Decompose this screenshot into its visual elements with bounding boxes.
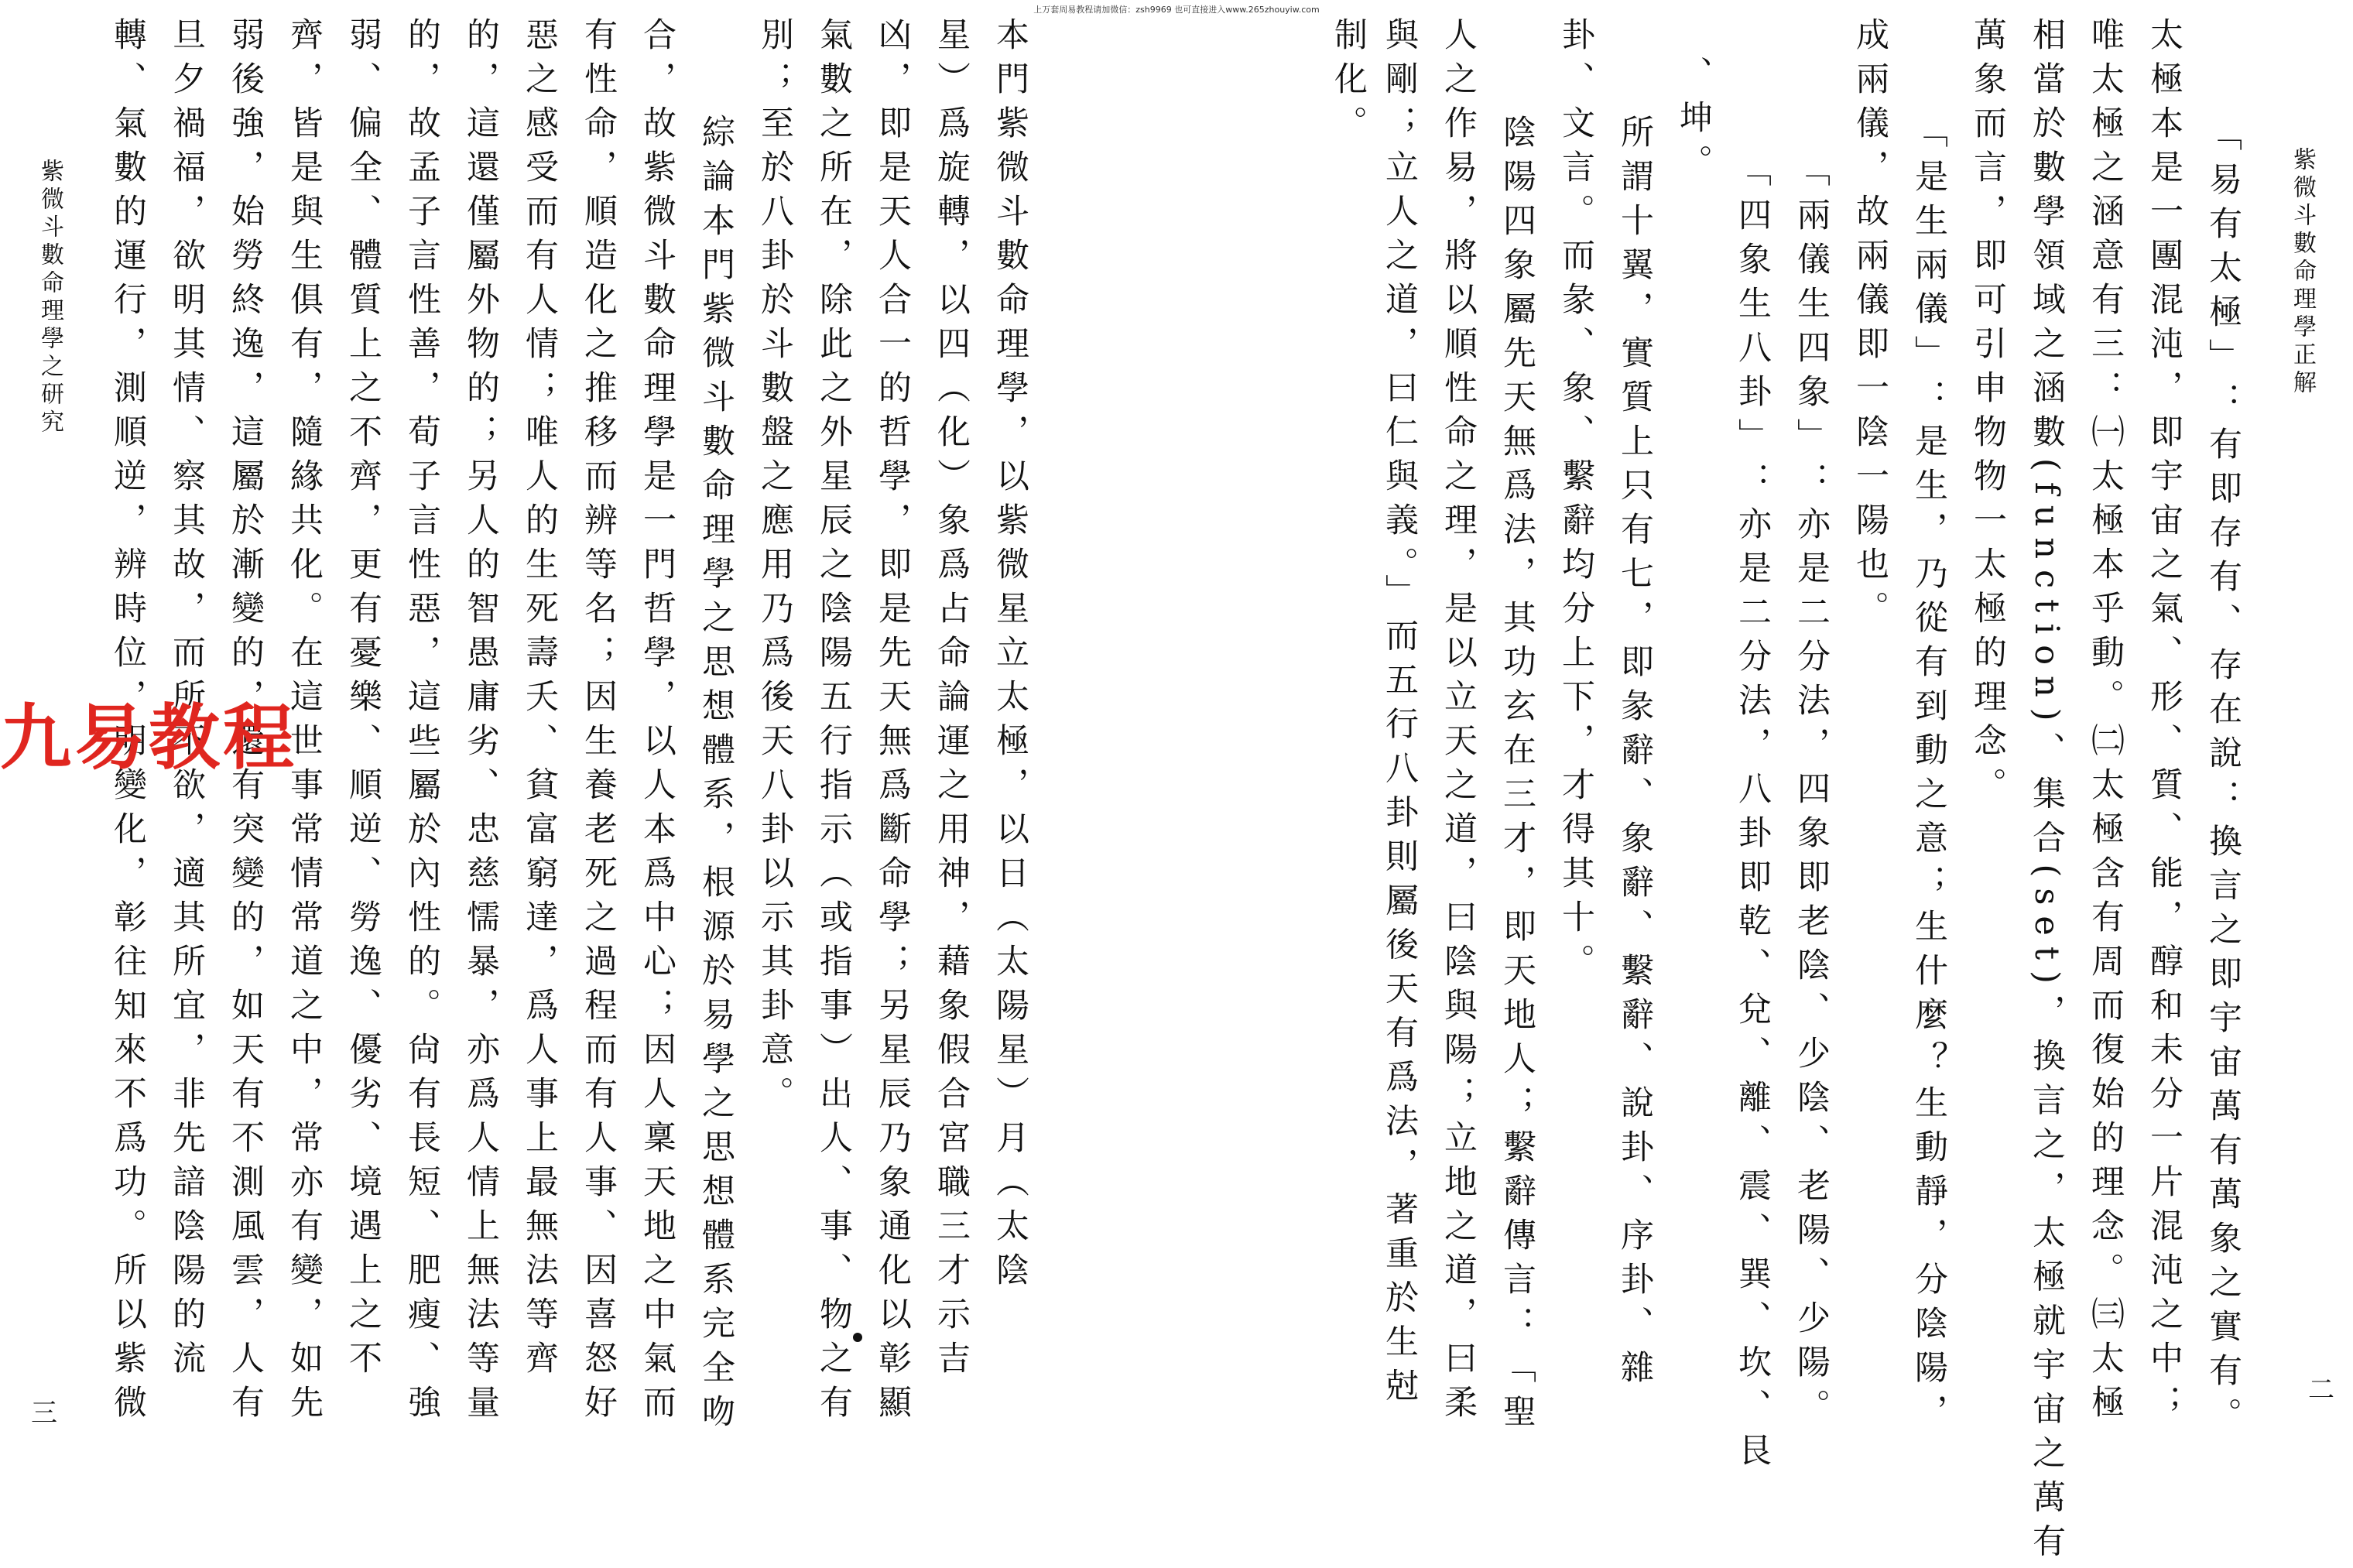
left-column-2: 星）爲旋轉，以四（化）象爲占命論運之用神，藉象假合宮職三才示吉 — [932, 17, 971, 1385]
ink-dot — [853, 1333, 862, 1342]
right-column-13: 陰陽四象屬先天無爲法，其功玄在三才，即天地人；繫辭傳言：「聖 — [1498, 115, 1536, 1438]
left-column-1: 本門紫微斗數命理學，以紫微星立太極，以日（太陽星）月（太陰 — [991, 17, 1029, 1296]
left-column-16: 轉、氣數的運行，測順逆，辨時位，明變化，彰往知來不爲功。所以紫微 — [108, 17, 147, 1429]
left-column-10: 的，這還僅屬外物的；另人的智愚庸劣、忠慈懦暴，亦爲人情上無法等量 — [461, 17, 500, 1429]
left-column-3: 凶，即是天人合一的哲學，即是先天無爲斷命學；另星辰乃象通化以彰顯 — [873, 17, 912, 1429]
left-running-title: 紫微斗數命理學之研究 — [36, 159, 63, 437]
left-column-14: 弱後強，始勞終逸，這屬於漸變的，還有突變的，如天有不測風雲，人有 — [226, 17, 265, 1429]
right-column-6: 「是生兩儀」：是生，乃從有到動之意；生什麼？生動靜，分陰陽， — [1909, 115, 1948, 1438]
right-running-title: 紫微斗數命理學正解 — [2289, 147, 2316, 398]
left-column-4: 氣數之所在，除此之外星辰之陰陽五行指示（或指事）出人、事、物之有 — [814, 17, 853, 1429]
left-column-6: 綜論本門紫微斗數命理學之思想體系，根源於易學之思想體系完全吻 — [697, 115, 735, 1438]
left-column-5: 別；至於八卦於斗數盤之應用乃爲後天八卦以示其卦意。 — [755, 17, 794, 1120]
left-column-13: 齊，皆是與生俱有，隨緣共化。在這世事常情常道之中，常亦有變，如先 — [285, 17, 324, 1429]
right-column-10: 、坤。 — [1674, 56, 1713, 188]
right-column-5: 萬象而言，即可引申物物一太極的理念。 — [1968, 17, 2007, 811]
left-column-8: 有性命，順造化之推移而辨等名；因生養老死之過程而有人事、因喜怒好 — [579, 17, 618, 1429]
right-column-11: 所謂十翼，實質上只有七，即彖辭、象辭、繫辭、說卦、序卦、雜 — [1615, 115, 1654, 1394]
right-column-9: 「四象生八卦」：亦是二分法，八卦即乾、兌、離、震、巽、坎、艮 — [1733, 153, 1772, 1477]
right-page-number: 二 — [2308, 1375, 2334, 1405]
left-column-15: 旦夕禍福，欲明其情、察其故，而所不欲，適其所宜，非先諳陰陽的流 — [167, 17, 206, 1385]
right-column-3: 唯太極之涵意有三：㈠太極本乎動。㈡太極含有周而復始的理念。㈢太極 — [2086, 17, 2125, 1429]
right-column-1: 「易有太極」：有即存有、存在說：換言之即宇宙萬有萬象之實有。 — [2204, 118, 2242, 1441]
watermark-logo: 九易教程 — [0, 697, 298, 779]
top-banner: 上万套周易教程请加微信：zsh9969 也可直接进入www.265zhouyiw.com — [1033, 5, 1320, 15]
left-column-7: 合，故紫微斗數命理學是一門哲學，以人本爲中心；因人稟天地之中氣而 — [638, 17, 676, 1429]
left-column-9: 惡之感受而有人情；唯人的生死壽夭、貧富窮達，爲人事上最無法等齊 — [520, 17, 559, 1385]
left-page-number: 三 — [31, 1398, 57, 1429]
right-column-8: 「兩儀生四象」：亦是二分法，四象即老陰、少陰、老陽、少陽。 — [1792, 153, 1831, 1433]
right-page — [1329, 0, 2353, 1568]
right-column-4: 相當於數學領域之涵數(function)、集合(set)，換言之，太極就宇宙之萬有 — [2027, 17, 2066, 1568]
right-column-16: 制化。 — [1329, 17, 1368, 149]
right-column-15: 與剛；立人之道，曰仁與義。」而五行八卦則屬後天有爲法，著重於生尅 — [1380, 17, 1419, 1412]
right-column-12: 卦、文言。而彖、象、繫辭均分上下，才得其十。 — [1557, 17, 1595, 988]
left-column-12: 弱、偏全、體質上之不齊，更有憂樂、順逆、勞逸、優劣、境遇上之不 — [344, 17, 382, 1385]
right-column-2: 太極本是一團混沌，即宇宙之氣、形、質、能，醇和未分一片混沌之中； — [2145, 17, 2183, 1429]
left-column-11: 的，故孟子言性善，荀子言性惡，這些屬於內性的。尙有長短、肥瘦、強 — [402, 17, 441, 1429]
right-column-7: 成兩儀，故兩儀即一陰一陽也。 — [1851, 17, 1889, 635]
right-column-14: 人之作易，將以順性命之理，是以立天之道，曰陰與陽；立地之道，曰柔 — [1439, 17, 1478, 1429]
